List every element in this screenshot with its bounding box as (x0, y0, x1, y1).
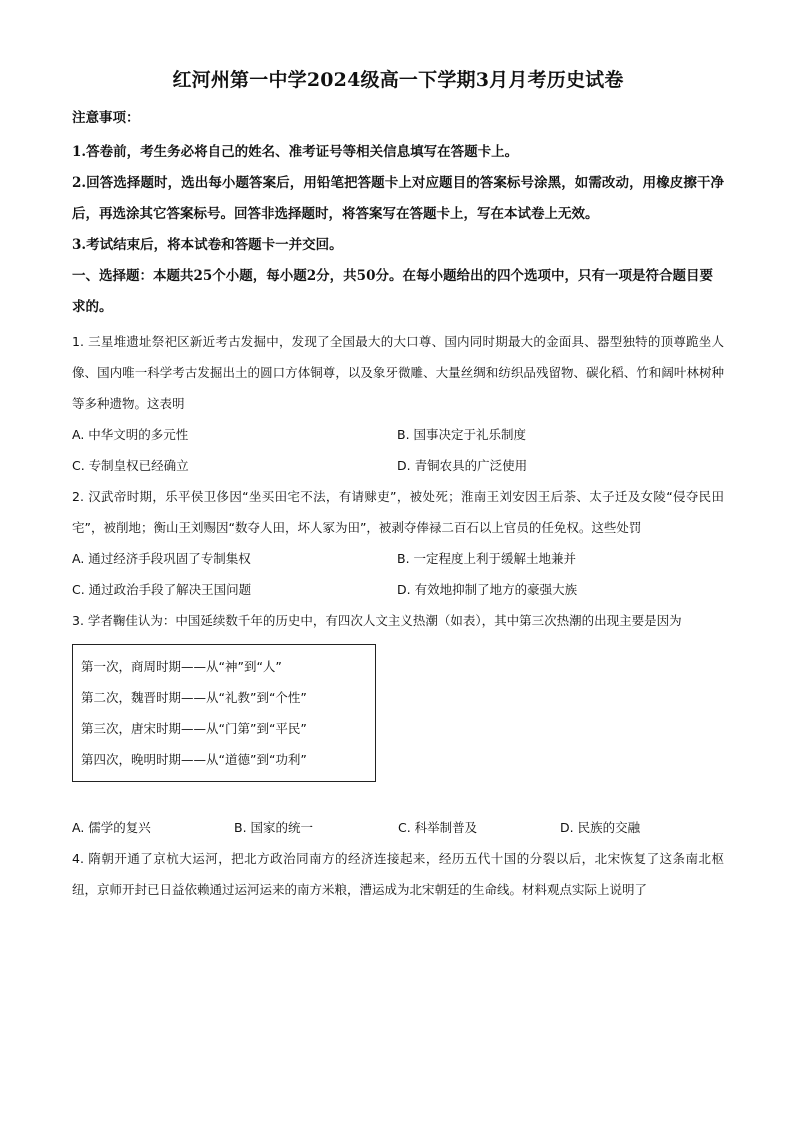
option-a: A. 儒学的复兴 (72, 820, 151, 835)
question-4-stem: 4. 隋朝开通了京杭大运河，把北方政治同南方的经济连接起来，经历五代十国的分裂以后，北宋恢复了这条南北枢纽，京师开封已日益依赖通过运河运来的南方米粮，漕运成为北宋朝廷的生命线。材料观点实际上说明了 (72, 851, 724, 897)
option-d: D. 有效地抑制了地方的豪强大族 (397, 582, 578, 597)
option-c: C. 通过政治手段了解决王国问题 (72, 582, 252, 597)
question-1-stem: 1. 三星堆遗址祭祀区新近考古发掘中，发现了全国最大的大口尊、国内同时期最大的金面具、器型独特的顶尊跪坐人像、国内唯一科学考古发掘出土的圆口方体铜尊，以及象牙微雕、大量丝绸和纺织品残留物、碳化稻、竹和阔叶林树种等多种遗物。这表明 (72, 334, 724, 411)
notice-item: 1.答卷前，考生务必将自己的姓名、准考证号等相关信息填写在答题卡上。 (72, 144, 519, 160)
exam-page (72, 62, 724, 905)
table-row: 第一次，商周时期——从“神”到“人” (81, 659, 282, 674)
question-3-stem: 3. 学者鞠佳认为：中国延续数千年的历史中，有四次人文主义热潮（如表），其中第三次热潮的出现主要是因为 (72, 613, 682, 628)
option-b: B. 一定程度上利于缓解土地兼并 (397, 551, 577, 566)
table-row: 第四次，晚明时期——从“道德”到“功利” (81, 752, 307, 767)
table-row: 第二次，魏晋时期——从“礼教”到“个性” (81, 690, 307, 705)
option-b: B. 国事决定于礼乐制度 (397, 427, 527, 442)
question-1-options (72, 419, 724, 481)
option-d: D. 青铜农具的广泛使用 (397, 458, 528, 473)
option-c: C. 专制皇权已经确立 (72, 458, 189, 473)
question-2-options (72, 543, 724, 605)
option-a: A. 通过经济手段巩固了专制集权 (72, 551, 251, 566)
page-title: 红河州第一中学2024级高一下学期3月月考历史试卷 (172, 69, 624, 91)
notice-item: 2.回答选择题时，选出每小题答案后，用铅笔把答题卡上对应题目的答案标号涂黑，如需改动，用橡皮擦干净后，再选涂其它答案标号。回答非选择题时，将答案写在答题卡上，写在本试卷上无效。 (72, 175, 724, 222)
humanism-table (72, 644, 376, 782)
notice-item: 3.考试结束后，将本试卷和答题卡一并交回。 (72, 237, 343, 253)
option-a: A. 中华文明的多元性 (72, 427, 189, 442)
option-d: D. 民族的交融 (560, 820, 641, 835)
section-heading: 一、选择题：本题共25个小题，每小题2分，共50分。在每小题给出的四个选项中，只有一项是符合题目要求的。 (72, 268, 713, 315)
question-3-options (72, 812, 724, 843)
notice-heading: 注意事项： (72, 110, 140, 126)
option-b: B. 国家的统一 (234, 820, 314, 835)
table-row: 第三次，唐宋时期——从“门第”到“平民” (81, 721, 307, 736)
option-c: C. 科举制普及 (398, 820, 478, 835)
question-2-stem: 2. 汉武帝时期，乐平侯卫侈因“坐买田宅不法，有请赇吏”，被处死；淮南王刘安因王后荼、太子迁及女陵“侵夺民田宅”，被削地；衡山王刘赐因“数夺人田，坏人冢为田”，被剥夺俸禄二百石以上官员的任免权。这些处罚 (72, 489, 724, 535)
